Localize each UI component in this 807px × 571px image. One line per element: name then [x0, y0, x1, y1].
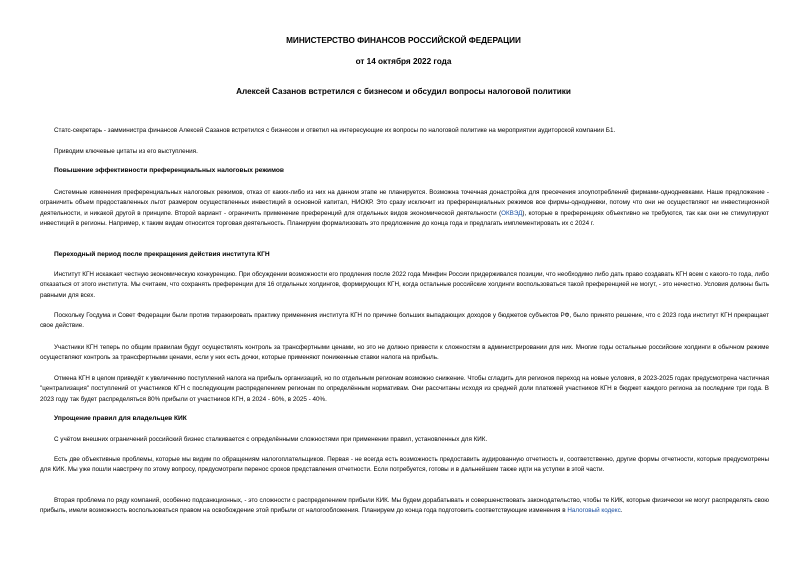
paragraph-kik-profit-text-b: .	[620, 507, 623, 515]
paragraph-kgn-transfer-pricing: Участники КГН теперь по общим правилам будут осуществлять контроль за трансфертными ценами, но это не должно привести к сложностям в администрировании для них. Многие годы остальные российские холдинги в обычном режиме осуществляют контроль за трансфертными ценами, если у них есть дочки, которые применяют пониженные ставки налога на прибыль.	[40, 344, 769, 362]
paragraph-kik-reporting: Есть две объективные проблемы, которые мы видим по обращениям налогоплательщиков. Первая - не всегда есть возможность предоставить аудированную отчетность и, соответственно, другие формы отчетности, которые предусмотрены для КИК. Мы уже пошли навстречу по этому вопросу, предусмотрели перенос сроков представления отчетности. Если потребуется, готовы и в дальнейшем также идти на уступки в этой части.	[40, 456, 769, 474]
paragraph-intro: Статс-секретарь - замминистра финансов Алексей Сазанов встретился с бизнесом и ответил на интересующие их вопросы по налоговой политике на мероприятии аудиторской компании Б1.	[54, 127, 616, 134]
paragraph-kgn-competition: Институт КГН искажает честную экономическую конкуренцию. При обсуждении возможности его продления после 2022 года Минфин России придерживался позиции, что необходимо либо дать право создавать КГН всем с какого-то года, либо отказаться от этого института. Мы считаем, что сохранять преференции для 16 отдельных холдингов, формирующих КГН, когда остальные российские холдинги воспользоваться такой преференцией не могут, - это нечестно. Условия должны быть равными для всех.	[40, 271, 769, 299]
paragraph-kik-profit	[40, 496, 769, 517]
ministry-heading: МИНИСТЕРСТВО ФИНАНСОВ РОССИЙСКОЙ ФЕДЕРАЦИИ	[286, 36, 521, 45]
paragraph-preferential-text-a: Системные изменения преференциальных налоговых режимов, отказ от каких-либо из них на данном этапе не планируется. Возможна точечная донастройка для пресечения злоупотреблений фирмами-однодневками. Наше предложение - ограничить объем предоставленных льгот размером осуществленных инвестиций в основной капитал, НИОКР. Это сразу исключит из преференциальных режимов все фирмы-однодневки, потому что они не осуществляют ни инвестиционной деятельности, и никакой другой в принципе. Второй вариант - ограничить применение преференций для отдельных видов экономической деятельности (	[40, 189, 769, 217]
paragraph-kgn-revenue: Отмена КГН в целом приведёт к увеличению поступлений налога на прибыль организаций, но по отдельным регионам возможно снижение. Чтобы сгладить для регионов переход на новые условия, в 2023-2025 годах предусмотрена частичная "централизация" поступлений от участников КГН с последующим распределением регионам по определённым нормативам. Они рассчитаны исходя из средней доли платежей участников КГН в бюджет каждого региона за последние три года. В 2023 году так будет распределяться 80% прибыли от участников КГН, в 2024 - 60%, в 2025 - 40%.	[40, 375, 769, 403]
section-heading-preferential: Повышение эффективности преференциальных налоговых режимов	[54, 167, 284, 174]
section-heading-kik: Упрощение правил для владельцев КИК	[54, 415, 187, 422]
document-date: от 14 октября 2022 года	[355, 57, 452, 66]
section-heading-kgn: Переходный период после прекращения действия института КГН	[54, 251, 270, 258]
paragraph-preferential-text-b: ), которые в преференциях объективно не требуются, так как они не стимулируют инвестиций в регионы. Например, к таким видам относится торговая деятельность. Планируем формализовать это предложение до конца года и предлагать имплементировать их с 2024 г.	[40, 209, 770, 228]
tax-code-link[interactable]: Налоговый кодекс	[567, 507, 621, 515]
document-title: Алексей Сазанов встретился с бизнесом и обсудил вопросы налоговой политики	[236, 87, 571, 96]
paragraph-quotes: Приводим ключевые цитаты из его выступления.	[54, 148, 198, 155]
paragraph-kgn-termination: Поскольку Госдума и Совет Федерации были против тиражировать практику применения института КГН по причине больших выпадающих доходов у бюджетов субъектов РФ, было принято решение, что с 2023 года институт КГН прекращает свое действие.	[40, 312, 769, 330]
paragraph-kik-profit-text-a: Вторая проблема по ряду компаний, особенно подсанкционных, - это сложности с распределением прибыли КИК. Мы будем дорабатывать и совершенствовать законодательство, чтобы те КИК, которые физически не могут распределять свою прибыль, имели возможность воспользоваться правом на освобождение этой прибыли от налогообложения. Планируем до конца года подготовить соответствующие изменения в	[40, 497, 769, 515]
okved-link[interactable]: ОКВЭД	[501, 209, 523, 217]
paragraph-preferential	[40, 188, 769, 230]
paragraph-kik-constraints: С учётом внешних ограничений российский бизнес сталкивается с определёнными сложностями при применении правил, установленных для КИК.	[54, 436, 488, 443]
